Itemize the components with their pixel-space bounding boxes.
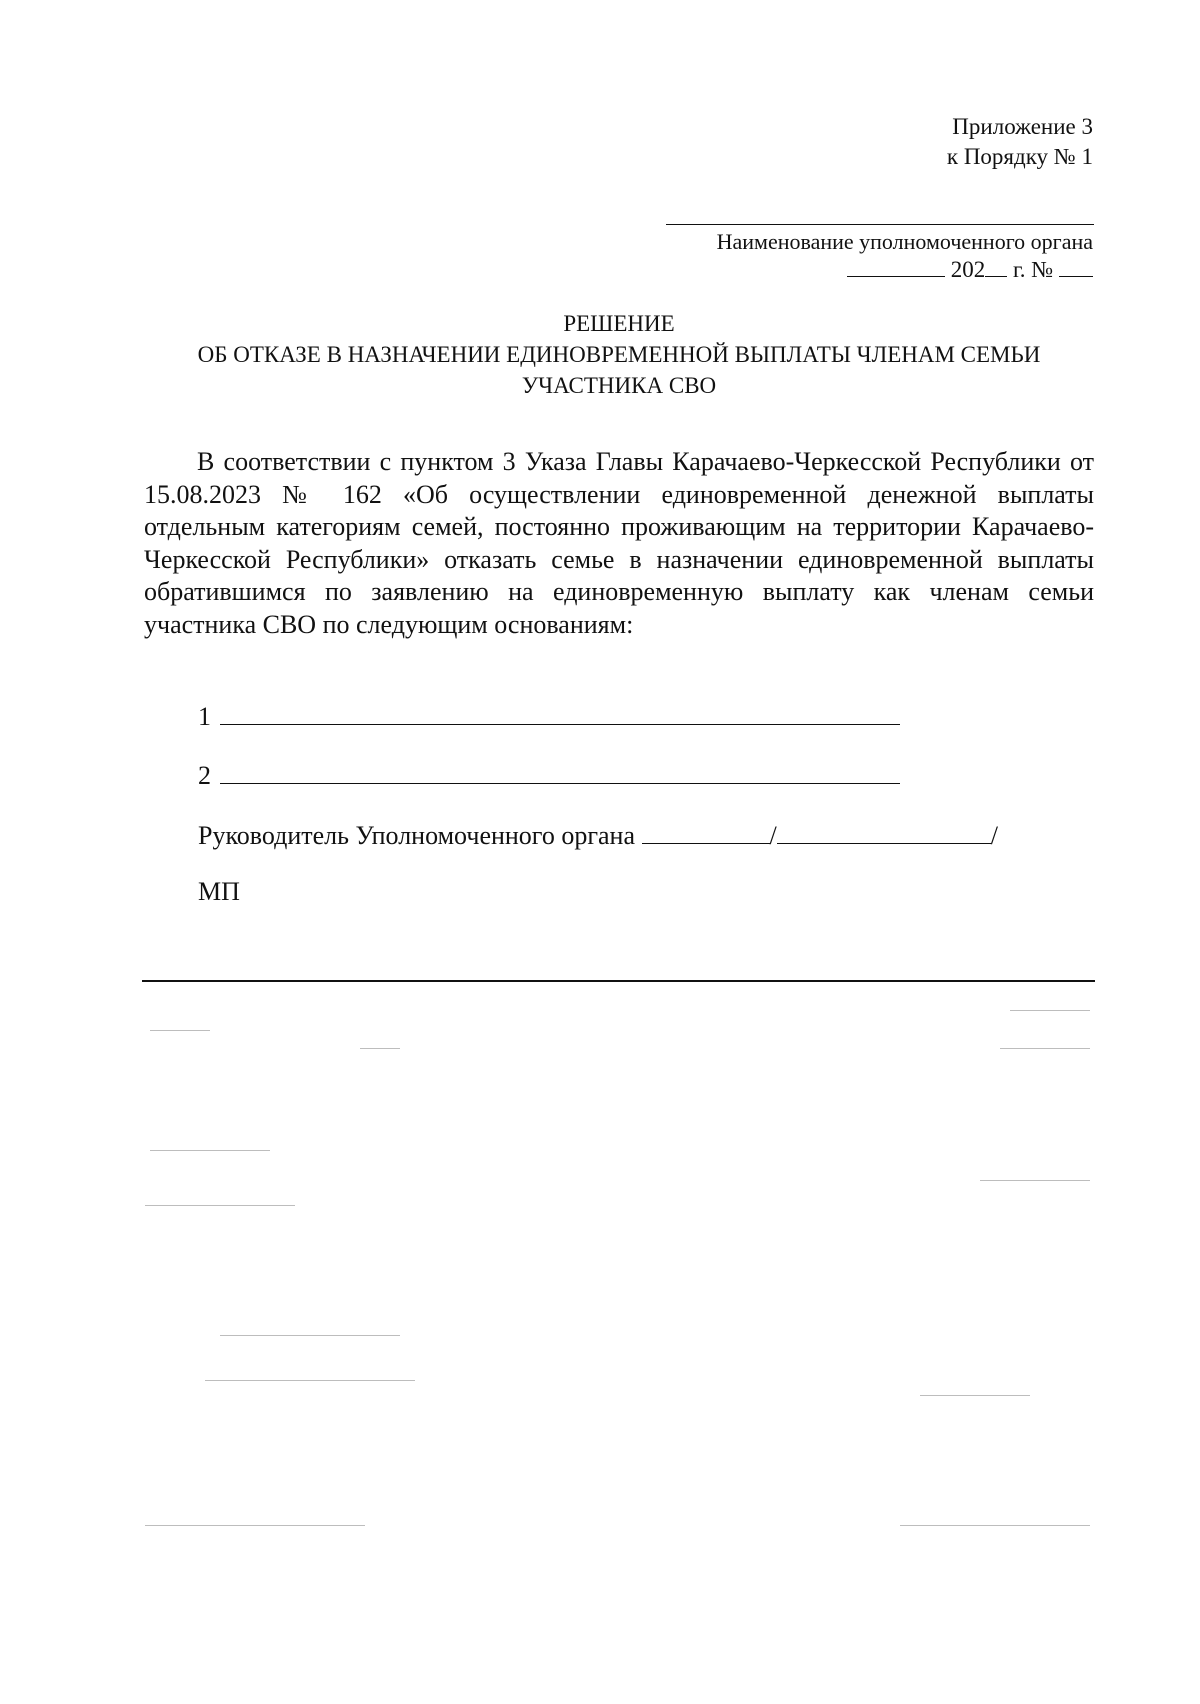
appendix-line-1: Приложение 3 xyxy=(952,114,1093,139)
date-number-row xyxy=(847,256,1093,284)
footer-divider xyxy=(142,980,1095,982)
scan-artifact xyxy=(900,1525,1090,1526)
scan-artifact xyxy=(220,1335,400,1336)
date-year-suffix: г. № xyxy=(1007,257,1059,282)
authority-name-blank xyxy=(666,224,1094,225)
scan-artifact xyxy=(360,1048,400,1049)
title-line-1: РЕШЕНИЕ xyxy=(563,311,675,336)
date-year: 202 xyxy=(950,257,986,282)
title-line-2: ОБ ОТКАЗЕ В НАЗНАЧЕНИИ ЕДИНОВРЕМЕННОЙ ВЫПЛАТЫ ЧЛЕНАМ СЕМЬИ xyxy=(197,342,1041,367)
document-title xyxy=(144,308,1094,401)
reason-number: 1 xyxy=(198,702,211,731)
authority-caption: Наименование уполномоченного органа xyxy=(716,229,1093,254)
date-blank xyxy=(847,256,945,277)
signature-label: Руководитель Уполномоченного органа xyxy=(198,821,642,850)
year-blank xyxy=(985,256,1007,277)
signature-blank xyxy=(642,819,770,844)
number-blank xyxy=(1059,256,1093,277)
scan-artifact xyxy=(150,1030,210,1031)
name-blank xyxy=(777,819,991,844)
signature-separator: / xyxy=(769,821,777,850)
signature-end: / xyxy=(990,821,998,850)
appendix-reference xyxy=(947,112,1093,172)
reason-blank-line xyxy=(220,759,900,784)
stamp-label: МП xyxy=(198,877,240,906)
reason-row-1 xyxy=(198,700,900,732)
scan-artifact xyxy=(1000,1048,1090,1049)
scan-artifact xyxy=(145,1205,295,1206)
reason-blank-line xyxy=(220,700,900,725)
scan-artifact xyxy=(205,1380,415,1381)
scan-artifact xyxy=(980,1180,1090,1181)
signature-row xyxy=(198,819,998,851)
body-paragraph: В соответствии с пунктом 3 Указа Главы Карачаево-Черкесской Республики от 15.08.2023 № 162 «Об осуществлении единовременной денежной выплаты отдельным категориям семей, постоянно проживающим на территории Карачаево-Черкесской Республики» отказать семье в назначении единовременной выплаты обратившимся по заявлению на единовременную выплату как членам семьи участника СВО по следующим основаниям: xyxy=(144,447,1094,639)
appendix-line-2: к Порядку № 1 xyxy=(946,144,1093,169)
scan-artifact xyxy=(145,1525,365,1526)
reason-row-2 xyxy=(198,759,900,791)
reason-number: 2 xyxy=(198,761,211,790)
scan-artifact xyxy=(920,1395,1030,1396)
scan-artifact xyxy=(150,1150,270,1151)
scan-artifact xyxy=(1010,1010,1090,1011)
title-line-3: УЧАСТНИКА СВО xyxy=(521,373,717,398)
